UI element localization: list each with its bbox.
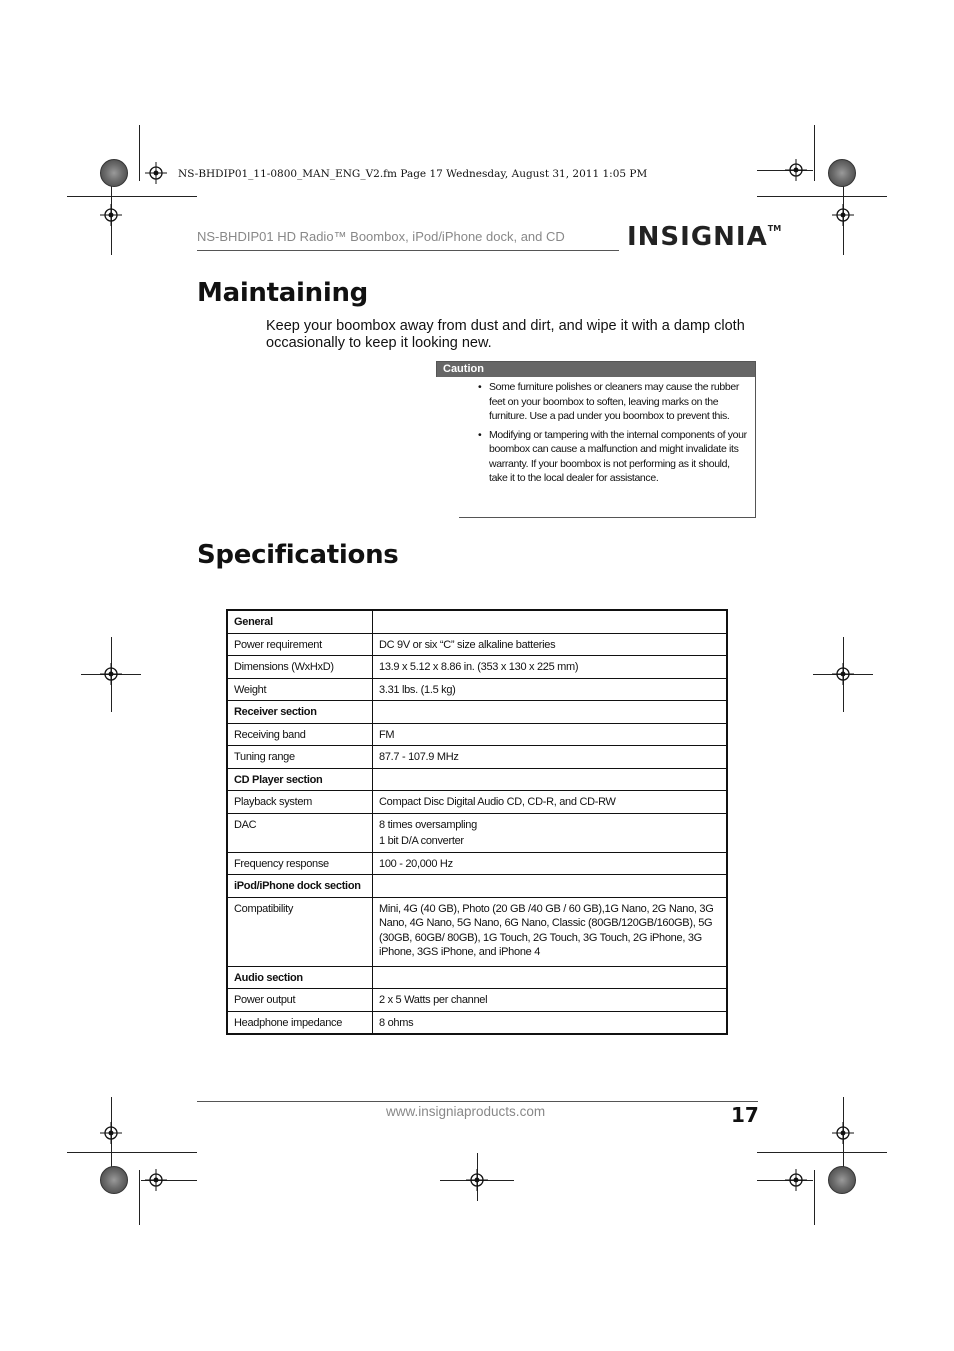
insignia-logo: [627, 222, 781, 252]
spec-label: Tuning range: [227, 746, 373, 769]
footer-url: www.insigniaproducts.com: [386, 1104, 546, 1119]
spec-label: Weight: [227, 678, 373, 701]
print-slug: NS-BHDIP01_11-0800_MAN_ENG_V2.fm Page 17 Wednesday, August 31, 2011 1:05 PM: [178, 168, 648, 180]
crosshair-icon: [100, 663, 122, 685]
table-row: [227, 610, 727, 633]
table-row: [227, 678, 727, 701]
spec-value: FM: [373, 723, 728, 746]
spec-value: 13.9 x 5.12 x 8.86 in. (353 x 130 x 225 mm): [373, 656, 728, 679]
footer-rule: [197, 1101, 758, 1102]
registration-disc-icon: [828, 1166, 856, 1194]
spec-label: Compatibility: [227, 897, 373, 966]
spec-label: DAC: [227, 813, 373, 852]
spec-label: Frequency response: [227, 852, 373, 875]
table-row: [227, 966, 727, 989]
caution-list: [489, 380, 749, 490]
spec-value-line: 8 times oversampling: [379, 818, 477, 831]
maintaining-body: Keep your boombox away from dust and dirt, and wipe it with a damp cloth occasionally to keep it looking new.: [266, 318, 745, 351]
spec-label: Headphone impedance: [227, 1011, 373, 1034]
spec-value: Compact Disc Digital Audio CD, CD-R, and CD-RW: [373, 791, 728, 814]
crosshair-icon: [100, 1122, 122, 1144]
page-number: 17: [731, 1103, 759, 1127]
caution-box: [436, 361, 756, 518]
running-title: NS-BHDIP01 HD Radio™ Boombox, iPod/iPhone dock, and CD: [197, 229, 565, 244]
crosshair-icon: [100, 204, 122, 226]
spec-label: Power output: [227, 989, 373, 1012]
caution-item: • Some furniture polishes or cleaners may cause the rubber feet on your boombox to soften, leaving marks on the furniture. Use a pad under you boombox to prevent this.: [489, 380, 749, 424]
registration-disc-icon: [100, 1166, 128, 1194]
spec-label: Playback system: [227, 791, 373, 814]
registration-disc-icon: [100, 159, 128, 187]
crosshair-icon: [785, 1169, 807, 1191]
crosshair-icon: [466, 1169, 488, 1191]
table-row: [227, 897, 727, 966]
crosshair-icon: [145, 1169, 167, 1191]
table-row: [227, 746, 727, 769]
spec-value: 3.31 lbs. (1.5 kg): [373, 678, 728, 701]
table-row: [227, 701, 727, 724]
table-row: [227, 1011, 727, 1034]
spec-value: [373, 875, 728, 898]
crosshair-icon: [832, 204, 854, 226]
spec-value: 100 - 20,000 Hz: [373, 852, 728, 875]
crosshair-icon: [145, 162, 167, 184]
registration-disc-icon: [828, 159, 856, 187]
spec-value: 8 ohms: [373, 1011, 728, 1034]
caution-item: • Modifying or tampering with the internal components of your boombox can cause a malfunction and might invalidate its warranty. If your boombox is not performing as it should, take it to the local dealer for assistance.: [489, 428, 749, 486]
spec-label: Receiving band: [227, 723, 373, 746]
spec-value: [373, 768, 728, 791]
specifications-table: [226, 609, 728, 1035]
spec-value: [373, 701, 728, 724]
spec-value: [373, 610, 728, 633]
maintaining-heading: Maintaining: [197, 278, 368, 308]
crosshair-icon: [832, 663, 854, 685]
table-row: [227, 852, 727, 875]
spec-section-label: General: [227, 610, 373, 633]
spec-value: [373, 966, 728, 989]
spec-section-label: CD Player section: [227, 768, 373, 791]
header-rule: [197, 250, 619, 251]
specifications-heading: Specifications: [197, 540, 399, 570]
table-row: [227, 656, 727, 679]
logo-trademark: TM: [767, 224, 782, 233]
table-row: [227, 791, 727, 814]
crosshair-icon: [785, 159, 807, 181]
crosshair-icon: [832, 1122, 854, 1144]
table-row: [227, 875, 727, 898]
spec-label: Dimensions (WxHxD): [227, 656, 373, 679]
table-row: [227, 989, 727, 1012]
caution-label: Caution: [437, 362, 755, 377]
spec-value: [373, 813, 728, 852]
spec-section-label: Audio section: [227, 966, 373, 989]
spec-value: 2 x 5 Watts per channel: [373, 989, 728, 1012]
spec-section-label: iPod/iPhone dock section: [227, 875, 373, 898]
logo-text: INSIGNIA: [627, 222, 768, 252]
table-row: [227, 633, 727, 656]
spec-label: Power requirement: [227, 633, 373, 656]
spec-value: DC 9V or six “C” size alkaline batteries: [373, 633, 728, 656]
spec-value-line: 1 bit D/A converter: [379, 835, 464, 847]
table-row: [227, 813, 727, 852]
spec-value: 87.7 - 107.9 MHz: [373, 746, 728, 769]
spec-section-label: Receiver section: [227, 701, 373, 724]
table-row: [227, 768, 727, 791]
spec-value: Mini, 4G (40 GB), Photo (20 GB /40 GB / 60 GB),1G Nano, 2G Nano, 3G Nano, 4G Nano, 5G Nano, 6G Nano, Classic (80GB/120GB/160GB), 5G (30GB, 60GB/ 80GB), 1G Touch, 2G Touch, 3G Touch, 2G iPhone, 3G iPhone, 3GS iPhone, and iPhone 4: [373, 897, 728, 966]
table-row: [227, 723, 727, 746]
